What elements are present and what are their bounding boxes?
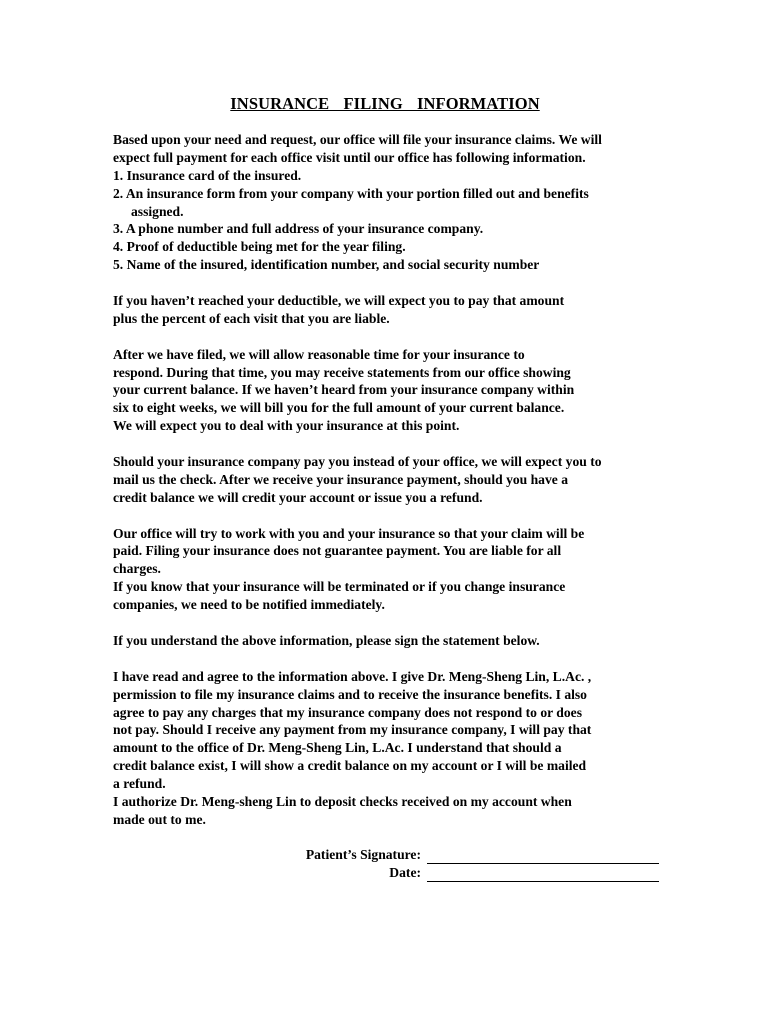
after-filing-line-5: We will expect you to deal with your insurance at this point.	[113, 418, 460, 434]
after-filing-line-2: respond. During that time, you may receive statements from our office showing	[113, 364, 571, 380]
paragraph-gap	[113, 650, 673, 668]
work-with-you-line-5: companies, we need to be notified immediately.	[113, 597, 385, 613]
deductible-line-2: plus the percent of each visit that you are liable.	[113, 310, 390, 326]
after-filing-line-1: After we have filed, we will allow reasonable time for your insurance to	[113, 346, 525, 362]
agreement-line-6: credit balance exist, I will show a credit balance on my account or I will be mailed	[113, 758, 587, 774]
date-label: Date:	[389, 864, 421, 880]
requirement-item: 1. Insurance card of the insured.	[113, 167, 302, 183]
paragraph-gap	[113, 435, 673, 453]
insurance-pays-line-1: Should your insurance company pay you instead of your office, we will expect you to	[113, 454, 602, 470]
work-with-you-line-3: charges.	[113, 561, 161, 577]
agreement-line-7: a refund.	[113, 776, 166, 792]
insurance-pays-line-2: mail us the check. After we receive your insurance payment, should you have a	[113, 471, 568, 487]
patient-signature-field[interactable]	[427, 849, 659, 864]
requirement-item: 2. An insurance form from your company with your portion filled out and benefits	[113, 185, 589, 201]
paragraph-gap	[113, 507, 673, 525]
date-row	[113, 864, 659, 882]
work-with-you-line-1: Our office will try to work with you and your insurance so that your claim will be	[113, 525, 585, 541]
intro-line-2: expect full payment for each office visit until our office has following information.	[113, 149, 586, 165]
signature-block	[113, 846, 659, 882]
paragraph-gap	[113, 274, 673, 292]
paragraph-gap	[113, 328, 673, 346]
requirement-item: 5. Name of the insured, identification number, and social security number	[113, 257, 540, 273]
after-filing-line-4: six to eight weeks, we will bill you for the full amount of your current balance.	[113, 400, 565, 416]
patient-signature-row	[113, 846, 659, 864]
patient-signature-label: Patient’s Signature:	[305, 846, 421, 862]
agreement-line-2: permission to file my insurance claims and to receive the insurance benefits. I also	[113, 686, 587, 702]
page-title: INSURANCE FILING INFORMATION	[230, 94, 540, 113]
agreement-line-1: I have read and agree to the information above. I give Dr. Meng-Sheng Lin, L.Ac. ,	[113, 668, 592, 684]
agreement-line-4: not pay. Should I receive any payment from my insurance company, I will pay that	[113, 722, 592, 738]
agreement-line-3: agree to pay any charges that my insurance company does not respond to or does	[113, 704, 582, 720]
date-field[interactable]	[427, 867, 659, 882]
agreement-line-9: made out to me.	[113, 811, 206, 827]
work-with-you-line-4: If you know that your insurance will be terminated or if you change insurance	[113, 579, 566, 595]
agreement-line-5: amount to the office of Dr. Meng-Sheng Lin, L.Ac. I understand that should a	[113, 740, 562, 756]
document-body	[113, 131, 673, 829]
agreement-line-8: I authorize Dr. Meng-sheng Lin to deposit checks received on my account when	[113, 793, 572, 809]
work-with-you-line-2: paid. Filing your insurance does not guarantee payment. You are liable for all	[113, 543, 562, 559]
paragraph-gap	[113, 614, 673, 632]
deductible-line-1: If you haven’t reached your deductible, we will expect you to pay that amount	[113, 293, 565, 309]
insurance-pays-line-3: credit balance we will credit your account or issue you a refund.	[113, 489, 483, 505]
understand-line: If you understand the above information, please sign the statement below.	[113, 632, 540, 648]
requirement-item: 4. Proof of deductible being met for the year filing.	[113, 239, 406, 255]
intro-line-1: Based upon your need and request, our office will file your insurance claims. We will	[113, 132, 602, 147]
requirement-item-continued: assigned.	[131, 203, 184, 219]
requirement-item: 3. A phone number and full address of your insurance company.	[113, 221, 484, 237]
after-filing-line-3: your current balance. If we haven’t heard from your insurance company within	[113, 382, 575, 398]
